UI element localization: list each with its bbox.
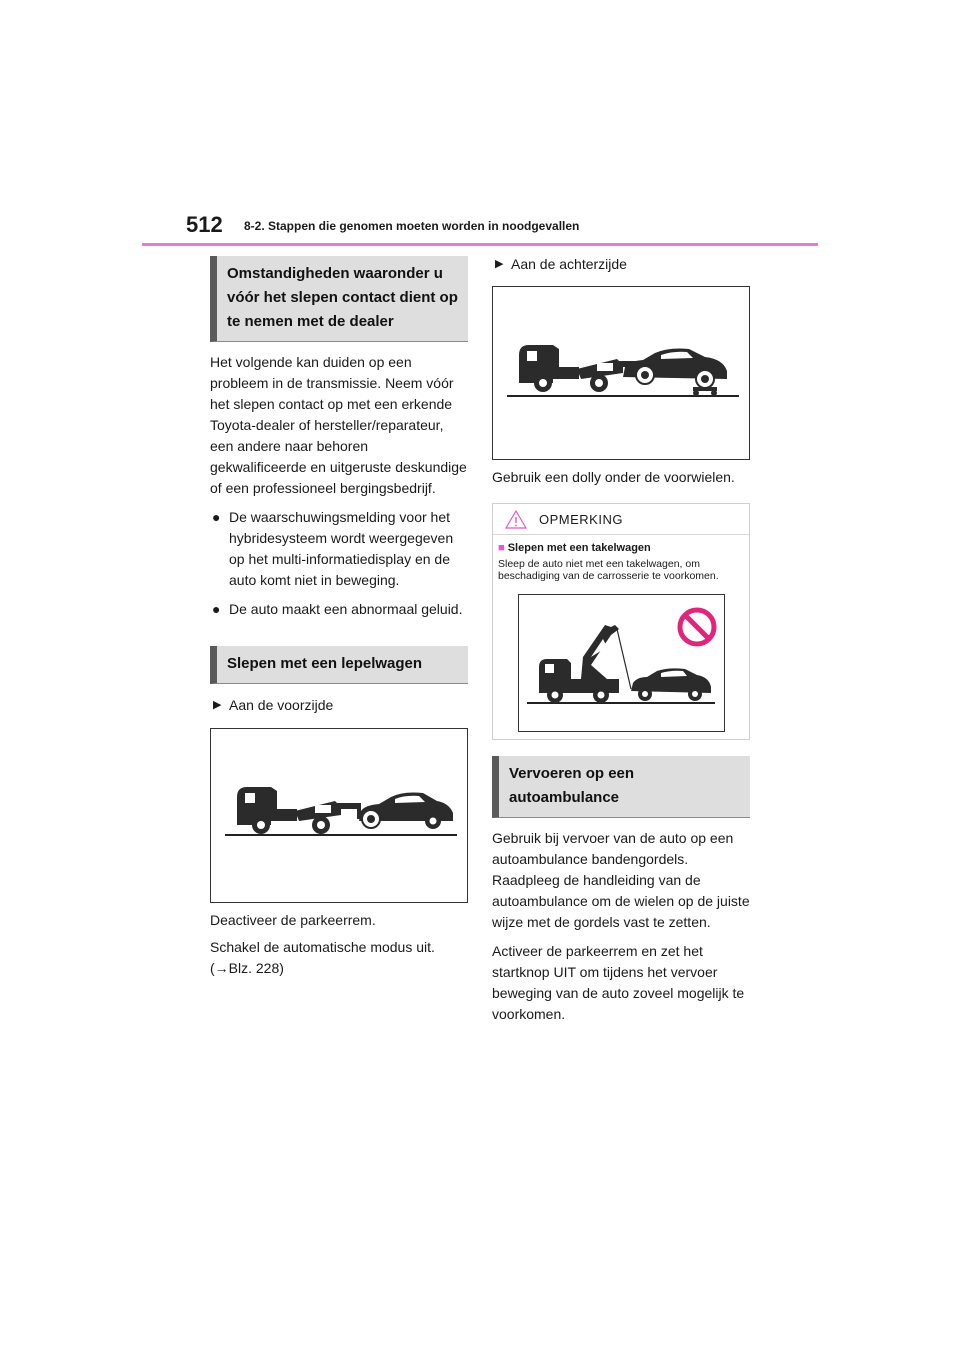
bullet-text: De waarschuwingsmelding voor het hybridesysteem wordt weergegeven op het multi-informatiedisplay en de auto komt niet in beweging. <box>229 509 454 588</box>
right-column <box>492 256 750 1025</box>
caution-text: Sleep de auto niet met een takelwagen, om beschadiging van de carrosserie te voorkomen. <box>498 558 719 582</box>
figure-tow-truck-prohibited <box>518 594 725 732</box>
front-note-automatic-mode: Schakel de automatische modus uit. <box>210 939 435 955</box>
bullet-dot-icon: ● <box>212 509 221 525</box>
rear-note: Gebruik een dolly onder de voorwielen. <box>492 469 735 485</box>
warning-triangle-icon <box>493 509 539 530</box>
section-heading-wheel-lift: Slepen met een lepelwagen <box>210 646 468 684</box>
figure-tow-front <box>210 728 468 903</box>
section-heading-dealer-contact: Omstandigheden waaronder u vóór het slepen contact dient op te nemen met de dealer <box>210 256 468 342</box>
caution-title: OPMERKING <box>539 511 623 527</box>
front-label <box>210 695 468 716</box>
bullet-dot-icon: ● <box>212 601 221 617</box>
caution-subtitle-text: Slepen met een takelwagen <box>507 542 651 554</box>
caution-subtitle: ■ Slepen met een takelwagen <box>498 542 651 554</box>
caution-header <box>493 504 749 535</box>
left-column <box>210 256 468 979</box>
transporter-paragraph-2: Activeer de parkeerrem en zet het startknop UIT om tijdens het vervoer beweging van de auto zoveel mogelijk te voorkomen. <box>492 943 745 1022</box>
page-number: 512 <box>186 212 223 237</box>
figure-tow-rear-dolly <box>492 286 750 460</box>
caution-box <box>492 503 750 740</box>
front-note-parking-brake: Deactiveer de parkeerrem. <box>210 912 376 928</box>
arrow-right-icon: ▶ <box>213 699 222 711</box>
bullet-text: De auto maakt een abnormaal geluid. <box>229 601 463 617</box>
intro-paragraph: Het volgende kan duiden op een probleem in de transmissie. Neem vóór het slepen contact op met een erkende Toyota-dealer of hersteller/reparateur, een andere naar behoren gekwalificeerde en uitgeruste deskundige of een professioneel bergingsbedrijf. <box>210 354 467 496</box>
running-header: 8-2. Stappen die genomen moeten worden in noodgevallen <box>244 219 580 233</box>
arrow-right-icon: ▶ <box>495 258 504 270</box>
bullet-item <box>210 599 468 620</box>
section-heading-car-transporter: Vervoeren op een autoambulance <box>492 756 750 818</box>
transporter-paragraph-1: Gebruik bij vervoer van de auto op een autoambulance bandengordels. Raadpleeg de handleiding van de autoambulance om de wielen op de juiste wijze met de gordels vast te zetten. <box>492 830 750 930</box>
page-reference-link[interactable]: (→Blz. 228) <box>210 960 284 976</box>
prohibited-icon <box>680 610 714 644</box>
bullet-item <box>210 507 468 591</box>
rear-label-text: Aan de achterzijde <box>511 256 627 272</box>
front-label-text: Aan de voorzijde <box>229 697 334 713</box>
header-rule <box>142 243 818 246</box>
rear-label <box>492 254 750 275</box>
